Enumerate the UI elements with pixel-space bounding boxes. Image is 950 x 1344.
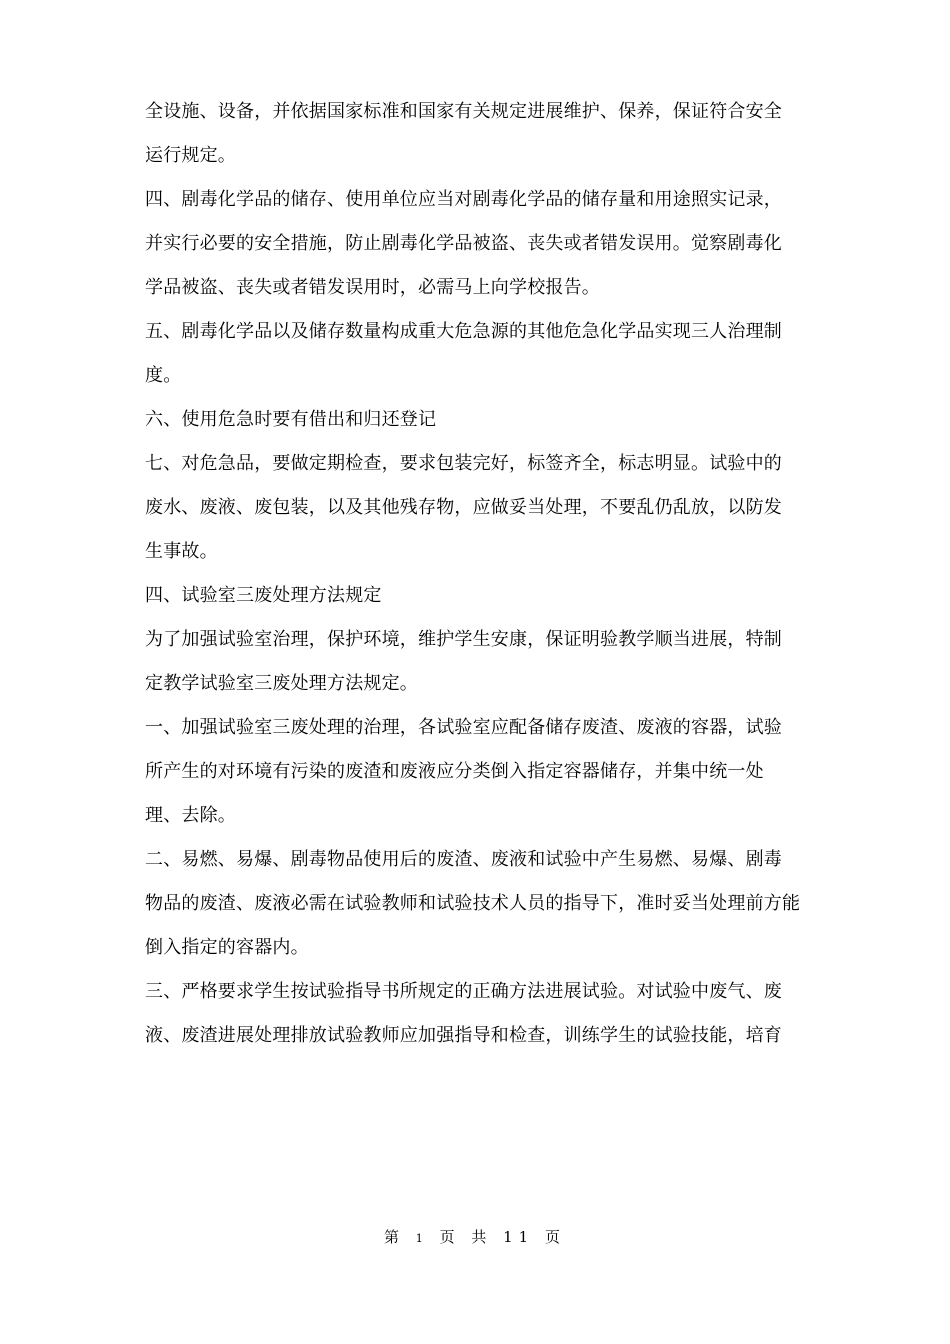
text-line: 四、剧毒化学品的储存、使用单位应当对剧毒化学品的储存量和用途照实记录， bbox=[145, 189, 782, 210]
text-line: 六、使用危急时要有借出和归还登记 bbox=[145, 409, 437, 430]
text-line: 二、易燃、易爆、剧毒物品使用后的废渣、废液和试验中产生易燃、易爆、剧毒 bbox=[145, 849, 782, 870]
text-line: 并实行必要的安全措施，防止剧毒化学品被盗、丧失或者错发误用。觉察剧毒化 bbox=[145, 233, 782, 254]
text-line: 全设施、设备，并依据国家标准和国家有关规定进展维护、保养，保证符合安全 bbox=[145, 101, 782, 122]
text-line: 学品被盗、丧失或者错发误用时，必需马上向学校报告。 bbox=[145, 277, 600, 298]
section-heading: 四、试验室三废处理方法规定 bbox=[145, 585, 382, 606]
footer-total-pages: 11 bbox=[503, 1228, 535, 1246]
text-line: 理、去除。 bbox=[145, 805, 236, 826]
text-line: 五、剧毒化学品以及储存数量构成重大危急源的其他危急化学品实现三人治理制 bbox=[145, 321, 782, 342]
page-footer bbox=[0, 1226, 950, 1247]
text-line: 七、对危急品，要做定期检查，要求包装完好，标签齐全，标志明显。试验中的 bbox=[145, 453, 782, 474]
text-line: 废水、废液、废包装，以及其他残存物，应做妥当处理，不要乱仍乱放，以防发 bbox=[145, 497, 782, 518]
text-line: 倒入指定的容器内。 bbox=[145, 937, 309, 958]
text-line: 所产生的对环境有污染的废渣和废液应分类倒入指定容器储存，并集中统一处 bbox=[145, 761, 764, 782]
text-line: 为了加强试验室治理，保护环境，维护学生安康，保证明验教学顺当进展，特制 bbox=[145, 629, 782, 650]
text-line: 度。 bbox=[145, 365, 182, 386]
text-line: 液、废渣进展处理排放试验教师应加强指导和检查，训练学生的试验技能，培育 bbox=[145, 1025, 782, 1046]
text-line: 物品的废渣、废液必需在试验教师和试验技术人员的指导下，准时妥当处理前方能 bbox=[145, 893, 801, 914]
footer-middle: 页 共 bbox=[439, 1228, 493, 1246]
footer-page-number: 1 bbox=[415, 1232, 429, 1245]
footer-suffix: 页 bbox=[545, 1228, 567, 1246]
document-body bbox=[145, 90, 817, 1058]
text-line: 一、加强试验室三废处理的治理，各试验室应配备储存废渣、废液的容器，试验 bbox=[145, 717, 782, 738]
footer-prefix: 第 bbox=[383, 1228, 405, 1246]
text-line: 三、严格要求学生按试验指导书所规定的正确方法进展试验。对试验中废气、废 bbox=[145, 981, 782, 1002]
text-line: 定教学试验室三废处理方法规定。 bbox=[145, 673, 418, 694]
text-line: 运行规定。 bbox=[145, 145, 236, 166]
text-line: 生事故。 bbox=[145, 541, 218, 562]
